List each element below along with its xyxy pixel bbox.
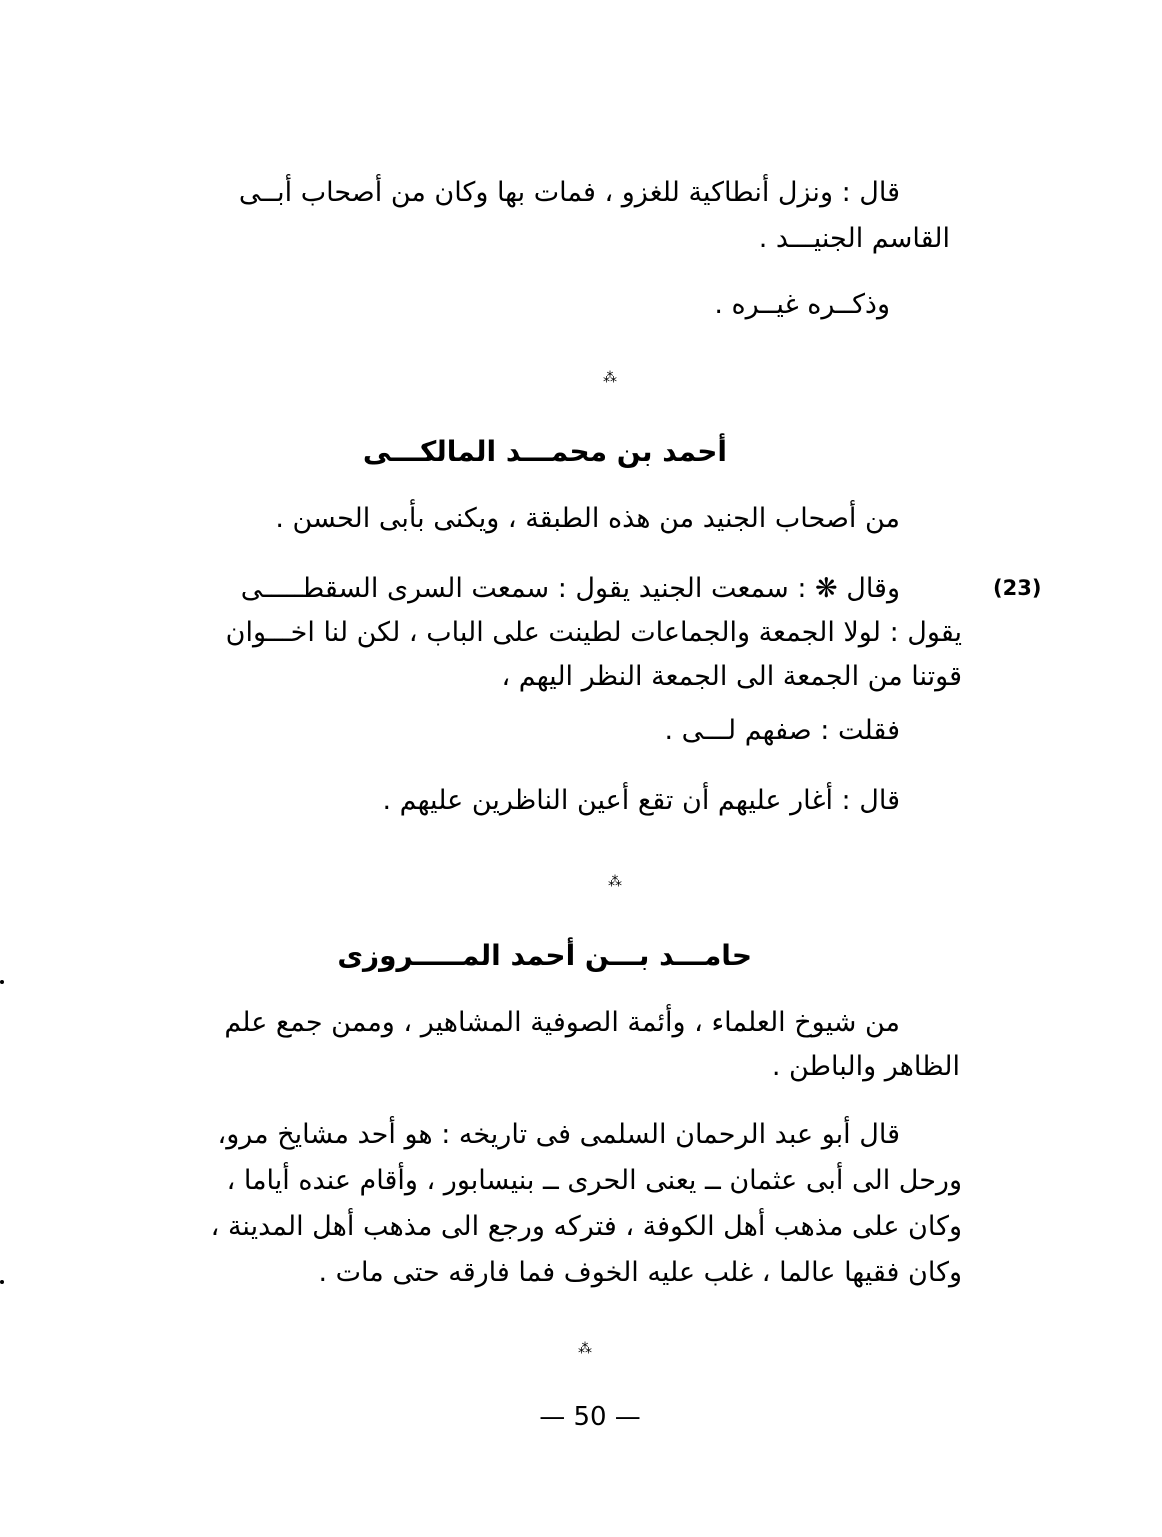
paragraph-line: وكان على مذهب أهل الكوفة ، فتركه ورجع الى مذهب أهل المدينة ، <box>210 1211 962 1242</box>
paragraph-line: وقال ❋ : سمعت الجنيد يقول : سمعت السرى السقطـــــى <box>240 573 900 604</box>
paragraph-line: من شيوخ العلماء ، وأئمة الصوفية المشاهير ، وممن جمع علم <box>224 1007 900 1038</box>
scan-mark <box>0 980 4 984</box>
reference-number: (23) <box>993 576 1042 600</box>
section-separator: ⁂ <box>578 1341 592 1357</box>
paragraph-line: قال أبو عبد الرحمان السلمى فى تاريخه : هو أحد مشايخ مرو، <box>217 1119 900 1150</box>
section-heading: أحمد بن محمـــد المالكـــى <box>362 435 727 468</box>
paragraph-line: من أصحاب الجنيد من هذه الطبقة ، ويكنى بأبى الحسن . <box>275 503 900 534</box>
paragraph-line: الظاهر والباطن . <box>771 1051 960 1082</box>
paragraph-line: وكان فقيها عالما ، غلب عليه الخوف فما فارقه حتى مات . <box>318 1257 962 1288</box>
paragraph-line: قوتنا من الجمعة الى الجمعة النظر اليهم ، <box>501 661 962 692</box>
section-separator: ⁂ <box>603 370 617 386</box>
scan-mark <box>0 1280 4 1284</box>
section-heading: حامـــد بـــن أحمد المـــــروزى <box>337 939 752 972</box>
paragraph-line: قال : أغار عليهم أن تقع أعين الناظرين عليهم . <box>382 785 900 816</box>
paragraph-line: فقلت : صفهم لـــى . <box>664 715 900 746</box>
paragraph-line: قال : ونزل أنطاكية للغزو ، فمات بها وكان من أصحاب أبــى <box>238 177 900 208</box>
section-separator: ⁂ <box>608 874 622 890</box>
paragraph-line: يقول : لولا الجمعة والجماعات لطينت على الباب ، لكن لنا اخـــوان <box>225 617 962 648</box>
page-number: — 50 — <box>539 1402 641 1432</box>
paragraph-line: ورحل الى أبى عثمان ــ يعنى الحرى ــ بنيسابور ، وأقام عنده أياما ، <box>226 1165 962 1196</box>
paragraph-line: القاسم الجنيـــد . <box>758 223 950 254</box>
paragraph-line: وذكــره غيــره . <box>714 289 890 320</box>
